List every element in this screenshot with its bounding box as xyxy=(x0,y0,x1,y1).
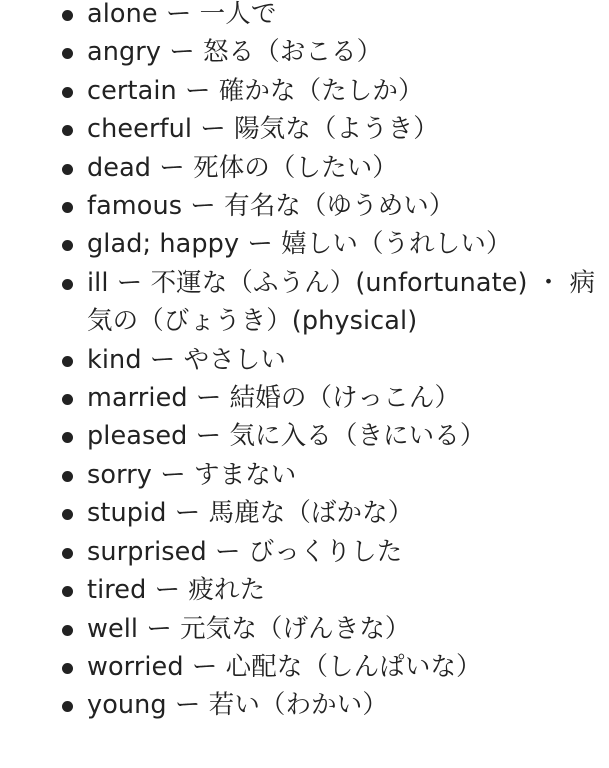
list-item xyxy=(0,0,609,33)
item-text: stupid ー 馬鹿な（ばかな） xyxy=(87,498,414,529)
list-item xyxy=(0,187,609,225)
bullet-icon xyxy=(62,701,73,712)
list-item xyxy=(0,494,609,532)
item-text: cheerful ー 陽気な（ようき） xyxy=(87,114,439,145)
list-item xyxy=(0,33,609,71)
bullet-icon xyxy=(62,548,73,559)
list-item xyxy=(0,686,609,724)
bullet-icon xyxy=(62,432,73,443)
item-text: dead ー 死体の（したい） xyxy=(87,152,398,183)
bullet-icon xyxy=(62,48,73,59)
bullet-icon xyxy=(62,509,73,520)
item-text: angry ー 怒る（おこる） xyxy=(87,37,383,68)
bullet-icon xyxy=(62,125,73,136)
list-item xyxy=(0,648,609,686)
list-item xyxy=(0,456,609,494)
bullet-icon xyxy=(62,202,73,213)
list-item xyxy=(0,110,609,148)
item-text: surprised ー びっくりした xyxy=(87,536,403,567)
bullet-icon xyxy=(62,240,73,251)
bullet-icon xyxy=(62,10,73,21)
list-item xyxy=(0,225,609,263)
item-text: alone ー 一人で xyxy=(87,0,277,29)
list-item xyxy=(0,533,609,571)
list-item xyxy=(0,610,609,648)
item-text: worried ー 心配な（しんぱいな） xyxy=(87,651,482,682)
bullet-icon xyxy=(62,279,73,290)
bullet-icon xyxy=(62,356,73,367)
item-text: glad; happy ー 嬉しい（うれしい） xyxy=(87,229,512,260)
bullet-icon xyxy=(62,164,73,175)
list-item xyxy=(0,571,609,609)
bullet-icon xyxy=(62,87,73,98)
item-text: ill ー 不運な（ふうん）(unfortunate) ・ 病気の（びょうき）(physical) xyxy=(87,267,596,337)
list-item xyxy=(0,264,609,341)
bullet-icon xyxy=(62,586,73,597)
bullet-icon xyxy=(62,663,73,674)
item-text: famous ー 有名な（ゆうめい） xyxy=(87,191,455,222)
list-item xyxy=(0,379,609,417)
item-text: sorry ー すまない xyxy=(87,459,297,490)
item-text: young ー 若い（わかい） xyxy=(87,690,388,721)
bullet-icon xyxy=(62,394,73,405)
item-text: married ー 結婚の（けっこん） xyxy=(87,383,461,414)
item-text: certain ー 確かな（たしか） xyxy=(87,75,424,106)
list-item xyxy=(0,341,609,379)
list-item xyxy=(0,149,609,187)
list-item xyxy=(0,72,609,110)
item-text: well ー 元気な（げんきな） xyxy=(87,613,411,644)
bullet-icon xyxy=(62,625,73,636)
item-text: pleased ー 気に入る（きにいる） xyxy=(87,421,486,452)
list-item xyxy=(0,417,609,455)
item-text: kind ー やさしい xyxy=(87,344,287,375)
bullet-icon xyxy=(62,471,73,482)
item-text: tired ー 疲れた xyxy=(87,575,266,606)
